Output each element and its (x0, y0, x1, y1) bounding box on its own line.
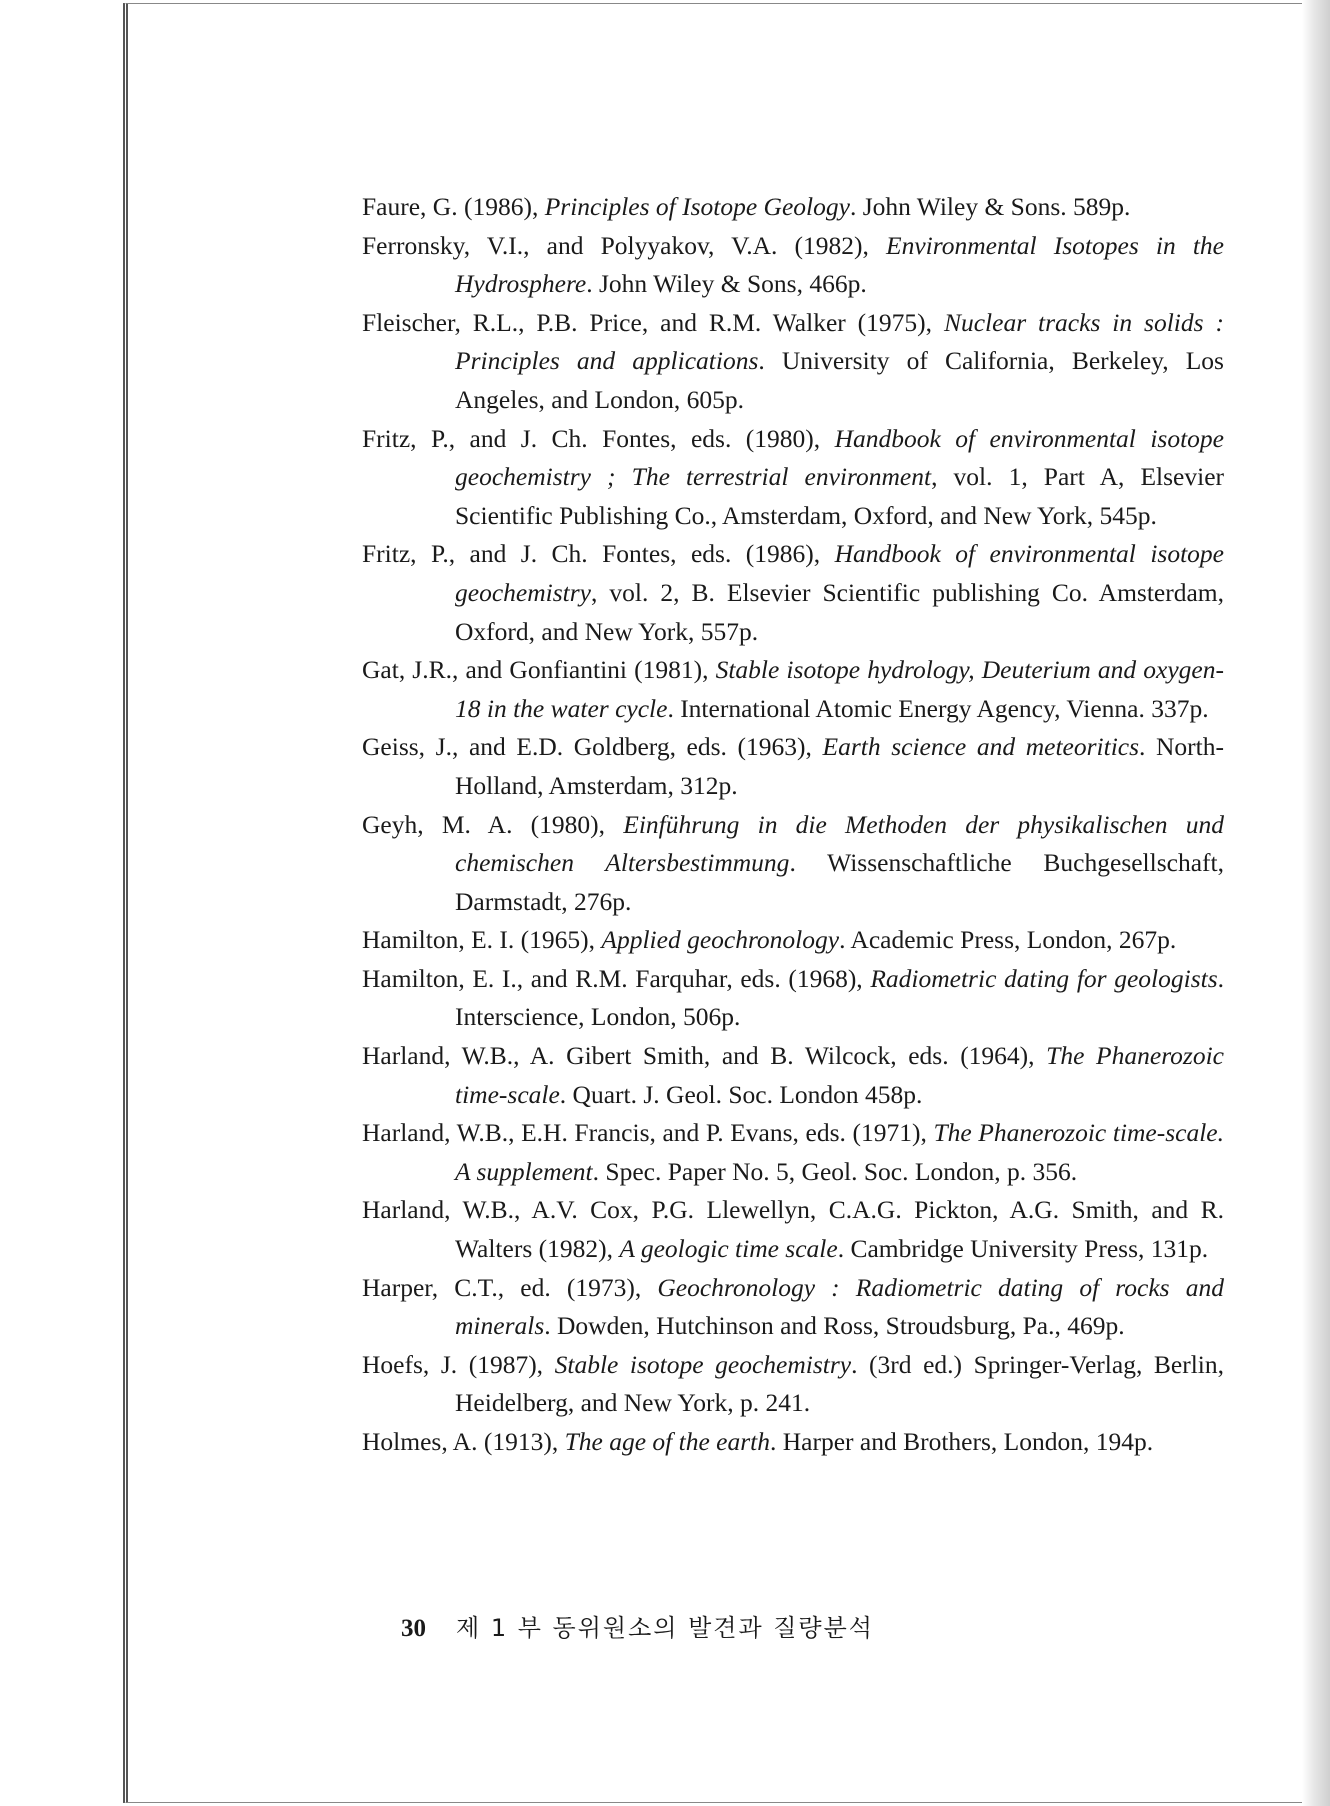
reference-entry (362, 728, 1224, 805)
reference-entry (362, 921, 1224, 960)
reference-publisher: . University of California, Berkeley, Los Angeles, and London, 605p. (455, 346, 1224, 414)
reference-entry (362, 1114, 1224, 1191)
reference-authors: Harland, W.B., A. Gibert Smith, and B. Wilcock, eds. (1964), (362, 1041, 1047, 1071)
reference-title: The Phanerozoic time-scale (455, 1041, 1224, 1109)
reference-title: The age of the earth (564, 1427, 770, 1456)
reference-title: Handbook of environmental isotope geochemistry ; The terrestrial environment (455, 423, 1224, 492)
reference-authors: Hoefs, J. (1987), (362, 1349, 555, 1379)
reference-publisher: . Quart. J. Geol. Soc. London 458p. (559, 1079, 923, 1109)
reference-authors: Fritz, P., and J. Ch. Fontes, eds. (1986), (362, 539, 835, 569)
reference-authors: Harper, C.T., ed. (1973), (362, 1272, 658, 1302)
reference-publisher: . (3rd ed.) Springer-Verlag, Berlin, Heidelberg, and New York, p. 241. (455, 1349, 1224, 1418)
reference-authors: Ferronsky, V.I., and Polyyakov, V.A. (1982), (362, 230, 887, 260)
reference-title: A geologic time scale (619, 1234, 838, 1264)
reference-entry (362, 227, 1224, 304)
reference-title: Stable isotope geochemistry (554, 1349, 852, 1379)
reference-entry (362, 651, 1224, 728)
reference-title: Einführung in die Methoden der physikalischen und chemischen Altersbestimmung (455, 809, 1224, 878)
reference-publisher: . Wissenschaftliche Buchgesellschaft, Darmstadt, 276p. (455, 848, 1224, 916)
reference-publisher: . Spec. Paper No. 5, Geol. Soc. London, p. 356. (592, 1156, 1078, 1186)
reference-authors: Harland, W.B., A.V. Cox, P.G. Llewellyn, C.A.G. Pickton, A.G. Smith, and R. Walters (1982), (362, 1195, 1224, 1264)
reference-authors: Faure, G. (1986), (362, 192, 545, 221)
reference-entry (362, 420, 1224, 536)
reference-publisher: . Cambridge University Press, 131p. (837, 1234, 1209, 1264)
chapter-title: 제 1 부 동위원소의 발견과 질량분석 (456, 1614, 874, 1642)
page-edge-shadow (1302, 0, 1330, 1806)
reference-title: Stable isotope hydrology, Deuterium and oxygen-18 in the water cycle (455, 655, 1224, 723)
reference-entry (362, 960, 1224, 1037)
reference-entry (362, 304, 1224, 420)
reference-authors: Holmes, A. (1913), (362, 1427, 565, 1456)
reference-authors: Hamilton, E. I., and R.M. Farquhar, eds. (1968), (362, 963, 871, 993)
reference-entry (362, 806, 1224, 922)
reference-list (362, 188, 1224, 1462)
reference-authors: Geiss, J., and E.D. Goldberg, eds. (1963), (362, 732, 823, 762)
reference-authors: Harland, W.B., E.H. Francis, and P. Evans, eds. (1971), (362, 1118, 934, 1148)
reference-publisher: , vol. 2, B. Elsevier Scientific publishing Co. Amsterdam, Oxford, and New York, 557p. (455, 577, 1224, 646)
reference-authors: Gat, J.R., and Gonfiantini (1981), (362, 655, 716, 685)
reference-title: Nuclear tracks in solids : Principles and applications (455, 307, 1224, 376)
reference-entry (362, 1037, 1224, 1114)
reference-publisher: . John Wiley & Sons, 466p. (586, 269, 867, 299)
reference-authors: Geyh, M. A. (1980), (362, 809, 624, 839)
reference-title: The Phanerozoic time-scale. A supplement (455, 1118, 1224, 1186)
reference-publisher: . North-Holland, Amsterdam, 312p. (455, 732, 1225, 800)
reference-publisher: . Dowden, Hutchinson and Ross, Stroudsburg, Pa., 469p. (544, 1311, 1125, 1341)
reference-authors: Fritz, P., and J. Ch. Fontes, eds. (1980), (362, 423, 835, 453)
reference-title: Handbook of environmental isotope geochemistry (455, 539, 1224, 607)
reference-publisher: . Interscience, London, 506p. (455, 963, 1224, 1032)
reference-publisher: . Academic Press, London, 267p. (839, 925, 1177, 955)
reference-entry (362, 1191, 1224, 1268)
reference-title: Radiometric dating for geologists (870, 963, 1218, 993)
reference-publisher: , vol. 1, Part A, Elsevier Scientific Publishing Co., Amsterdam, Oxford, and New York, 545p. (455, 462, 1224, 530)
reference-entry (362, 535, 1224, 651)
reference-publisher: . International Atomic Energy Agency, Vienna. 337p. (667, 693, 1209, 723)
reference-title: Applied geochronology (601, 925, 840, 955)
reference-title: Earth science and meteoritics (822, 732, 1140, 762)
page-footer (401, 1608, 874, 1643)
reference-title: Geochronology : Radiometric dating of rocks and minerals (455, 1272, 1224, 1341)
reference-authors: Hamilton, E. I. (1965), (362, 925, 602, 955)
reference-entry (362, 1346, 1224, 1423)
reference-publisher: . Harper and Brothers, London, 194p. (769, 1427, 1154, 1456)
page-number: 30 (401, 1615, 426, 1642)
reference-title: Principles of Isotope Geology (544, 192, 850, 221)
reference-entry (362, 1423, 1224, 1462)
reference-entry (362, 188, 1224, 227)
reference-authors: Fleischer, R.L., P.B. Price, and R.M. Walker (1975), (362, 307, 944, 337)
reference-entry (362, 1269, 1224, 1346)
reference-title: Environmental Isotopes in the Hydrosphere (455, 230, 1224, 299)
reference-publisher: . John Wiley & Sons. 589p. (849, 192, 1131, 221)
